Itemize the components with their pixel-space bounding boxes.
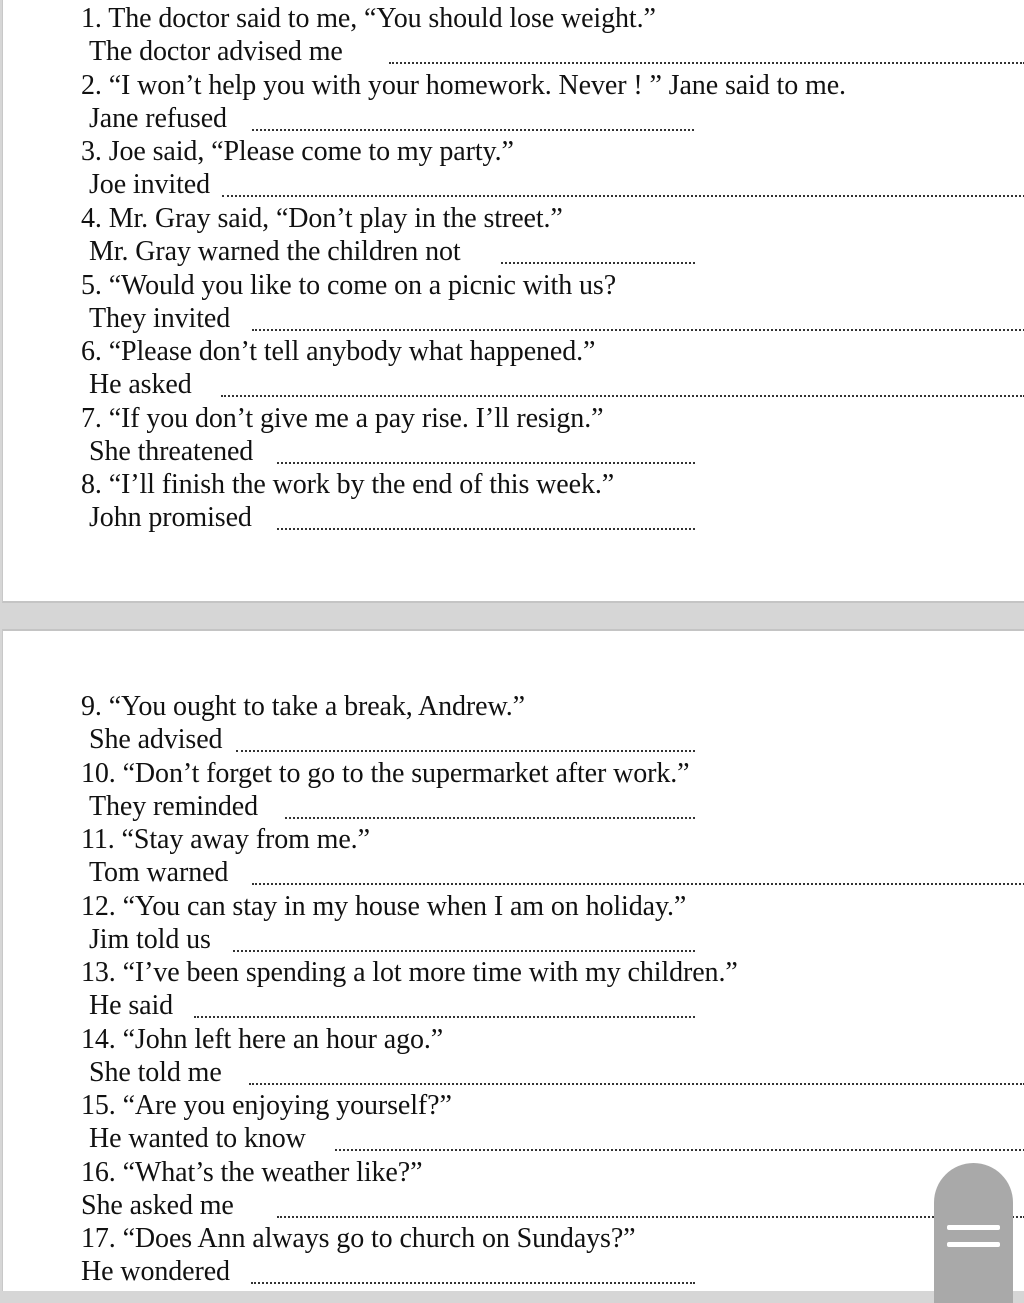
question-17: 17. “Does Ann always go to church on Sundays?”: [81, 1223, 636, 1254]
answer-prompt-14: She told me: [89, 1057, 222, 1088]
answer-blank-17[interactable]: [251, 1282, 695, 1284]
answer-blank-2[interactable]: [252, 129, 694, 131]
question-2: 2. “I won’t help you with your homework. Never ! ” Jane said to me.: [81, 70, 846, 101]
answer-blank-8[interactable]: [277, 528, 695, 530]
answer-blank-11[interactable]: [252, 883, 1024, 885]
question-14: 14. “John left here an hour ago.”: [81, 1024, 444, 1055]
question-5: 5. “Would you like to come on a picnic with us?: [81, 270, 617, 301]
answer-prompt-6: He asked: [89, 369, 192, 400]
answer-prompt-11: Tom warned: [89, 857, 229, 888]
answer-blank-13[interactable]: [194, 1016, 695, 1018]
answer-blank-5[interactable]: [252, 329, 1024, 331]
answer-prompt-17: He wondered: [81, 1256, 230, 1287]
answer-prompt-10: They reminded: [89, 791, 258, 822]
answer-blank-7[interactable]: [277, 462, 695, 464]
answer-blank-3[interactable]: [222, 195, 1024, 197]
answer-prompt-5: They invited: [89, 303, 231, 334]
question-11: 11. “Stay away from me.”: [81, 824, 370, 855]
answer-prompt-7: She threatened: [89, 436, 254, 467]
answer-prompt-16: She asked me: [81, 1190, 234, 1221]
answer-blank-1[interactable]: [389, 62, 1024, 64]
answer-prompt-9: She advised: [89, 724, 223, 755]
answer-prompt-4: Mr. Gray warned the children not: [89, 236, 461, 267]
answer-prompt-13: He said: [89, 990, 174, 1021]
question-3: 3. Joe said, “Please come to my party.”: [81, 136, 514, 167]
answer-prompt-12: Jim told us: [89, 924, 211, 955]
answer-blank-9[interactable]: [236, 750, 695, 752]
worksheet-page-1: [2, 0, 1024, 603]
question-4: 4. Mr. Gray said, “Don’t play in the street.”: [81, 203, 563, 234]
question-1: 1. The doctor said to me, “You should lose weight.”: [81, 3, 656, 34]
answer-prompt-2: Jane refused: [89, 103, 227, 134]
question-10: 10. “Don’t forget to go to the supermarket after work.”: [81, 758, 690, 789]
answer-blank-4[interactable]: [501, 262, 695, 264]
answer-prompt-15: He wanted to know: [89, 1123, 306, 1154]
question-7: 7. “If you don’t give me a pay rise. I’ll resign.”: [81, 403, 604, 434]
question-9: 9. “You ought to take a break, Andrew.”: [81, 691, 526, 722]
question-12: 12. “You can stay in my house when I am on holiday.”: [81, 891, 687, 922]
question-8: 8. “I’ll finish the work by the end of this week.”: [81, 469, 615, 500]
worksheet-page-2: [2, 629, 1024, 1291]
question-16: 16. “What’s the weather like?”: [81, 1157, 423, 1188]
question-13: 13. “I’ve been spending a lot more time with my children.”: [81, 957, 738, 988]
scroll-handle[interactable]: [934, 1163, 1013, 1303]
answer-blank-15[interactable]: [335, 1149, 1024, 1151]
answer-blank-10[interactable]: [285, 817, 695, 819]
answer-blank-6[interactable]: [221, 395, 1024, 397]
question-6: 6. “Please don’t tell anybody what happened.”: [81, 336, 596, 367]
answer-prompt-8: John promised: [89, 502, 252, 533]
question-15: 15. “Are you enjoying yourself?”: [81, 1090, 452, 1121]
answer-blank-16[interactable]: [277, 1216, 1024, 1218]
answer-prompt-1: The doctor advised me: [89, 36, 343, 67]
answer-blank-12[interactable]: [233, 950, 695, 952]
answer-prompt-3: Joe invited: [89, 169, 210, 200]
answer-blank-14[interactable]: [249, 1083, 1024, 1085]
